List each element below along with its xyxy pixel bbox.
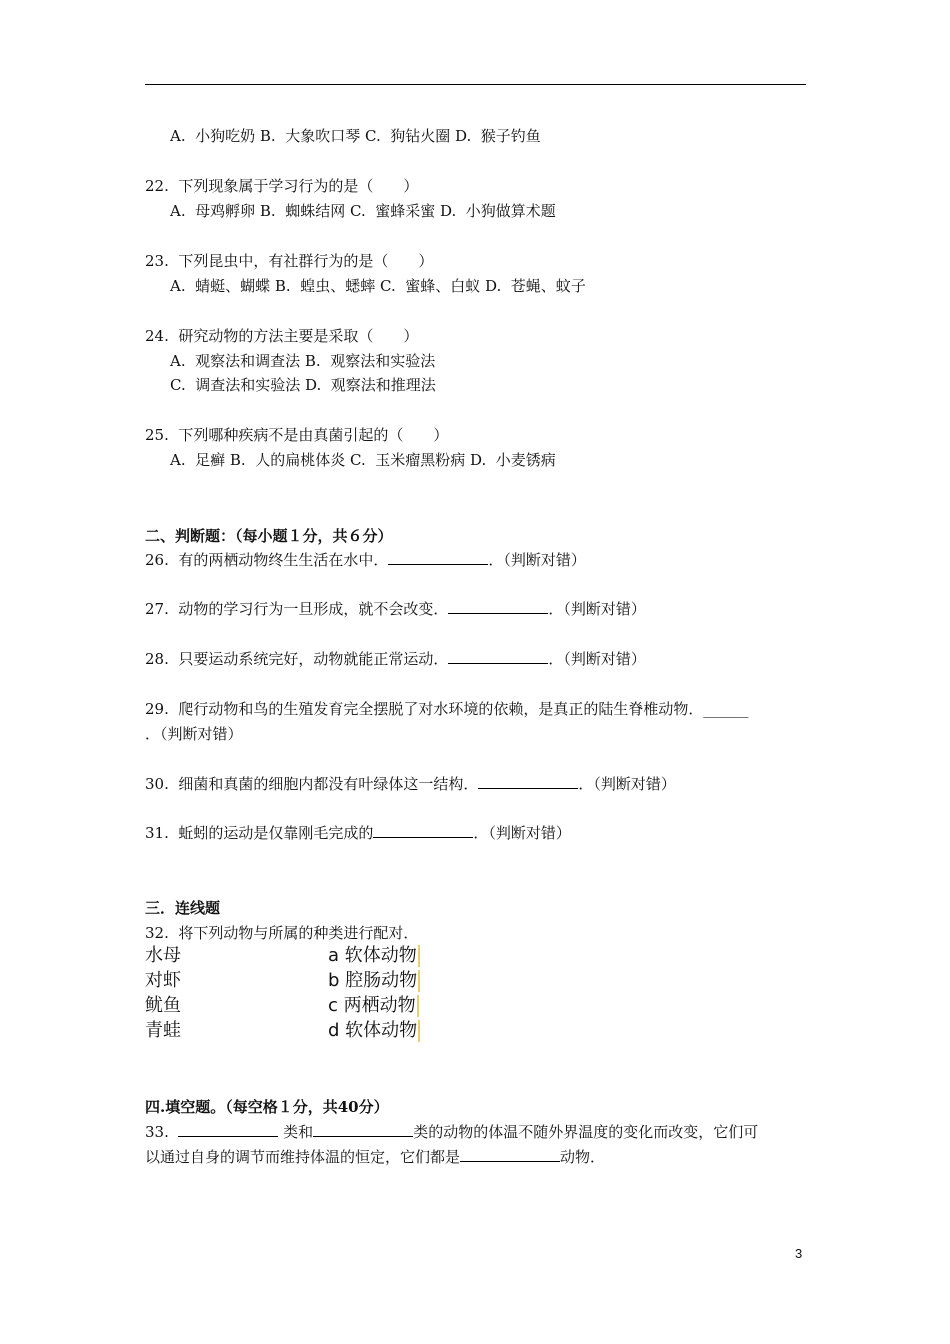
q27-text: 27. 动物的学习行为一旦形成，就不会改变． [145,600,449,618]
q26-answer-blank[interactable] [388,550,488,565]
q32-stem: 32. 将下列动物与所属的种类进行配对． [145,924,419,942]
match-left-item[interactable]: 对虾 [145,970,181,991]
match-left-item[interactable]: 青蛙 [145,1020,181,1041]
match-right-item[interactable]: b 腔肠动物 [328,970,420,992]
q33-line-2 [145,1147,605,1167]
q33-blank-1[interactable] [178,1122,278,1137]
page-number: 3 [795,1246,803,1261]
q23-options: A. 蜻蜓、蝴蝶 B. 蝗虫、蟋蟀 C. 蜜蜂、白蚁 D. 苍蝇、蚊子 [170,277,586,295]
q31-text: 31. 蚯蚓的运动是仅靠刚毛完成的 [145,824,374,842]
q28-answer-blank[interactable] [448,649,548,664]
section-3-heading: 三．连线题 [145,899,221,917]
q22-stem: 22. 下列现象属于学习行为的是（ ） [145,177,419,195]
q30 [145,774,676,794]
q33-text-3: 以通过自身的调节而维持体温的恒定，它们都是 [145,1148,461,1166]
header-rule [145,84,806,85]
match-left-item[interactable]: 水母 [145,945,181,966]
q27-answer-blank[interactable] [448,599,548,614]
q30-text: 30. 细菌和真菌的细胞内都没有叶绿体这一结构． [145,775,479,793]
q33-text-4: 动物． [560,1148,606,1166]
q21-options: A. 小狗吃奶 B. 大象吹口琴 C. 狗钻火圈 D. 猴子钓鱼 [170,127,541,145]
section-2-heading: 二、判断题：（每小题１分，共６分） [145,527,393,545]
q31 [145,823,571,843]
q23-stem: 23. 下列昆虫中，有社群行为的是（ ） [145,252,434,270]
q27 [145,599,646,619]
q25-options: A. 足癣 B. 人的扁桃体炎 C. 玉米瘤黑粉病 D. 小麦锈病 [170,451,556,469]
q33-line-1 [145,1122,758,1142]
q29-line-1: 29. 爬行动物和鸟的生殖发育完全摆脱了对水环境的依赖，是真正的陆生脊椎动物．______ [145,700,749,718]
q33-text-2: 类的动物的体温不随外界温度的变化而改变，它们可 [413,1123,759,1141]
match-right-item[interactable]: a 软体动物 [328,945,420,967]
section-4-heading: 四.填空题。（每空格１分，共40分） [145,1098,389,1116]
q33-number: 33. [145,1123,179,1141]
q24-options-2: C. 调查法和实验法 D. 观察法和推理法 [170,376,436,394]
q28-text: 28. 只要运动系统完好，动物就能正常运动． [145,650,449,668]
q26 [145,550,586,570]
q28-suffix: ．（判断对错） [548,650,646,668]
q26-text: 26. 有的两栖动物终生生活在水中． [145,551,389,569]
q31-answer-blank[interactable] [373,823,473,838]
q26-suffix: ．（判断对错） [488,551,586,569]
match-left-item[interactable]: 鱿鱼 [145,995,181,1016]
q33-blank-2[interactable] [313,1122,413,1137]
match-right-item[interactable]: d 软体动物 [328,1020,420,1042]
q33-blank-3[interactable] [460,1147,560,1162]
q24-options-1: A. 观察法和调查法 B. 观察法和实验法 [170,352,436,370]
q30-suffix: ．（判断对错） [578,775,676,793]
q22-options: A. 母鸡孵卵 B. 蜘蛛结网 C. 蜜蜂采蜜 D. 小狗做算术题 [170,202,556,220]
match-right-item[interactable]: c 两栖动物 [328,995,419,1017]
q24-stem: 24. 研究动物的方法主要是采取（ ） [145,327,419,345]
q28 [145,649,646,669]
q33-text-1: 类和 [278,1123,314,1141]
q27-suffix: ．（判断对错） [548,600,646,618]
q25-stem: 25. 下列哪种疾病不是由真菌引起的（ ） [145,426,449,444]
q31-suffix: ．（判断对错） [473,824,571,842]
q29-line-2: ．（判断对错） [145,725,243,743]
q30-answer-blank[interactable] [478,774,578,789]
